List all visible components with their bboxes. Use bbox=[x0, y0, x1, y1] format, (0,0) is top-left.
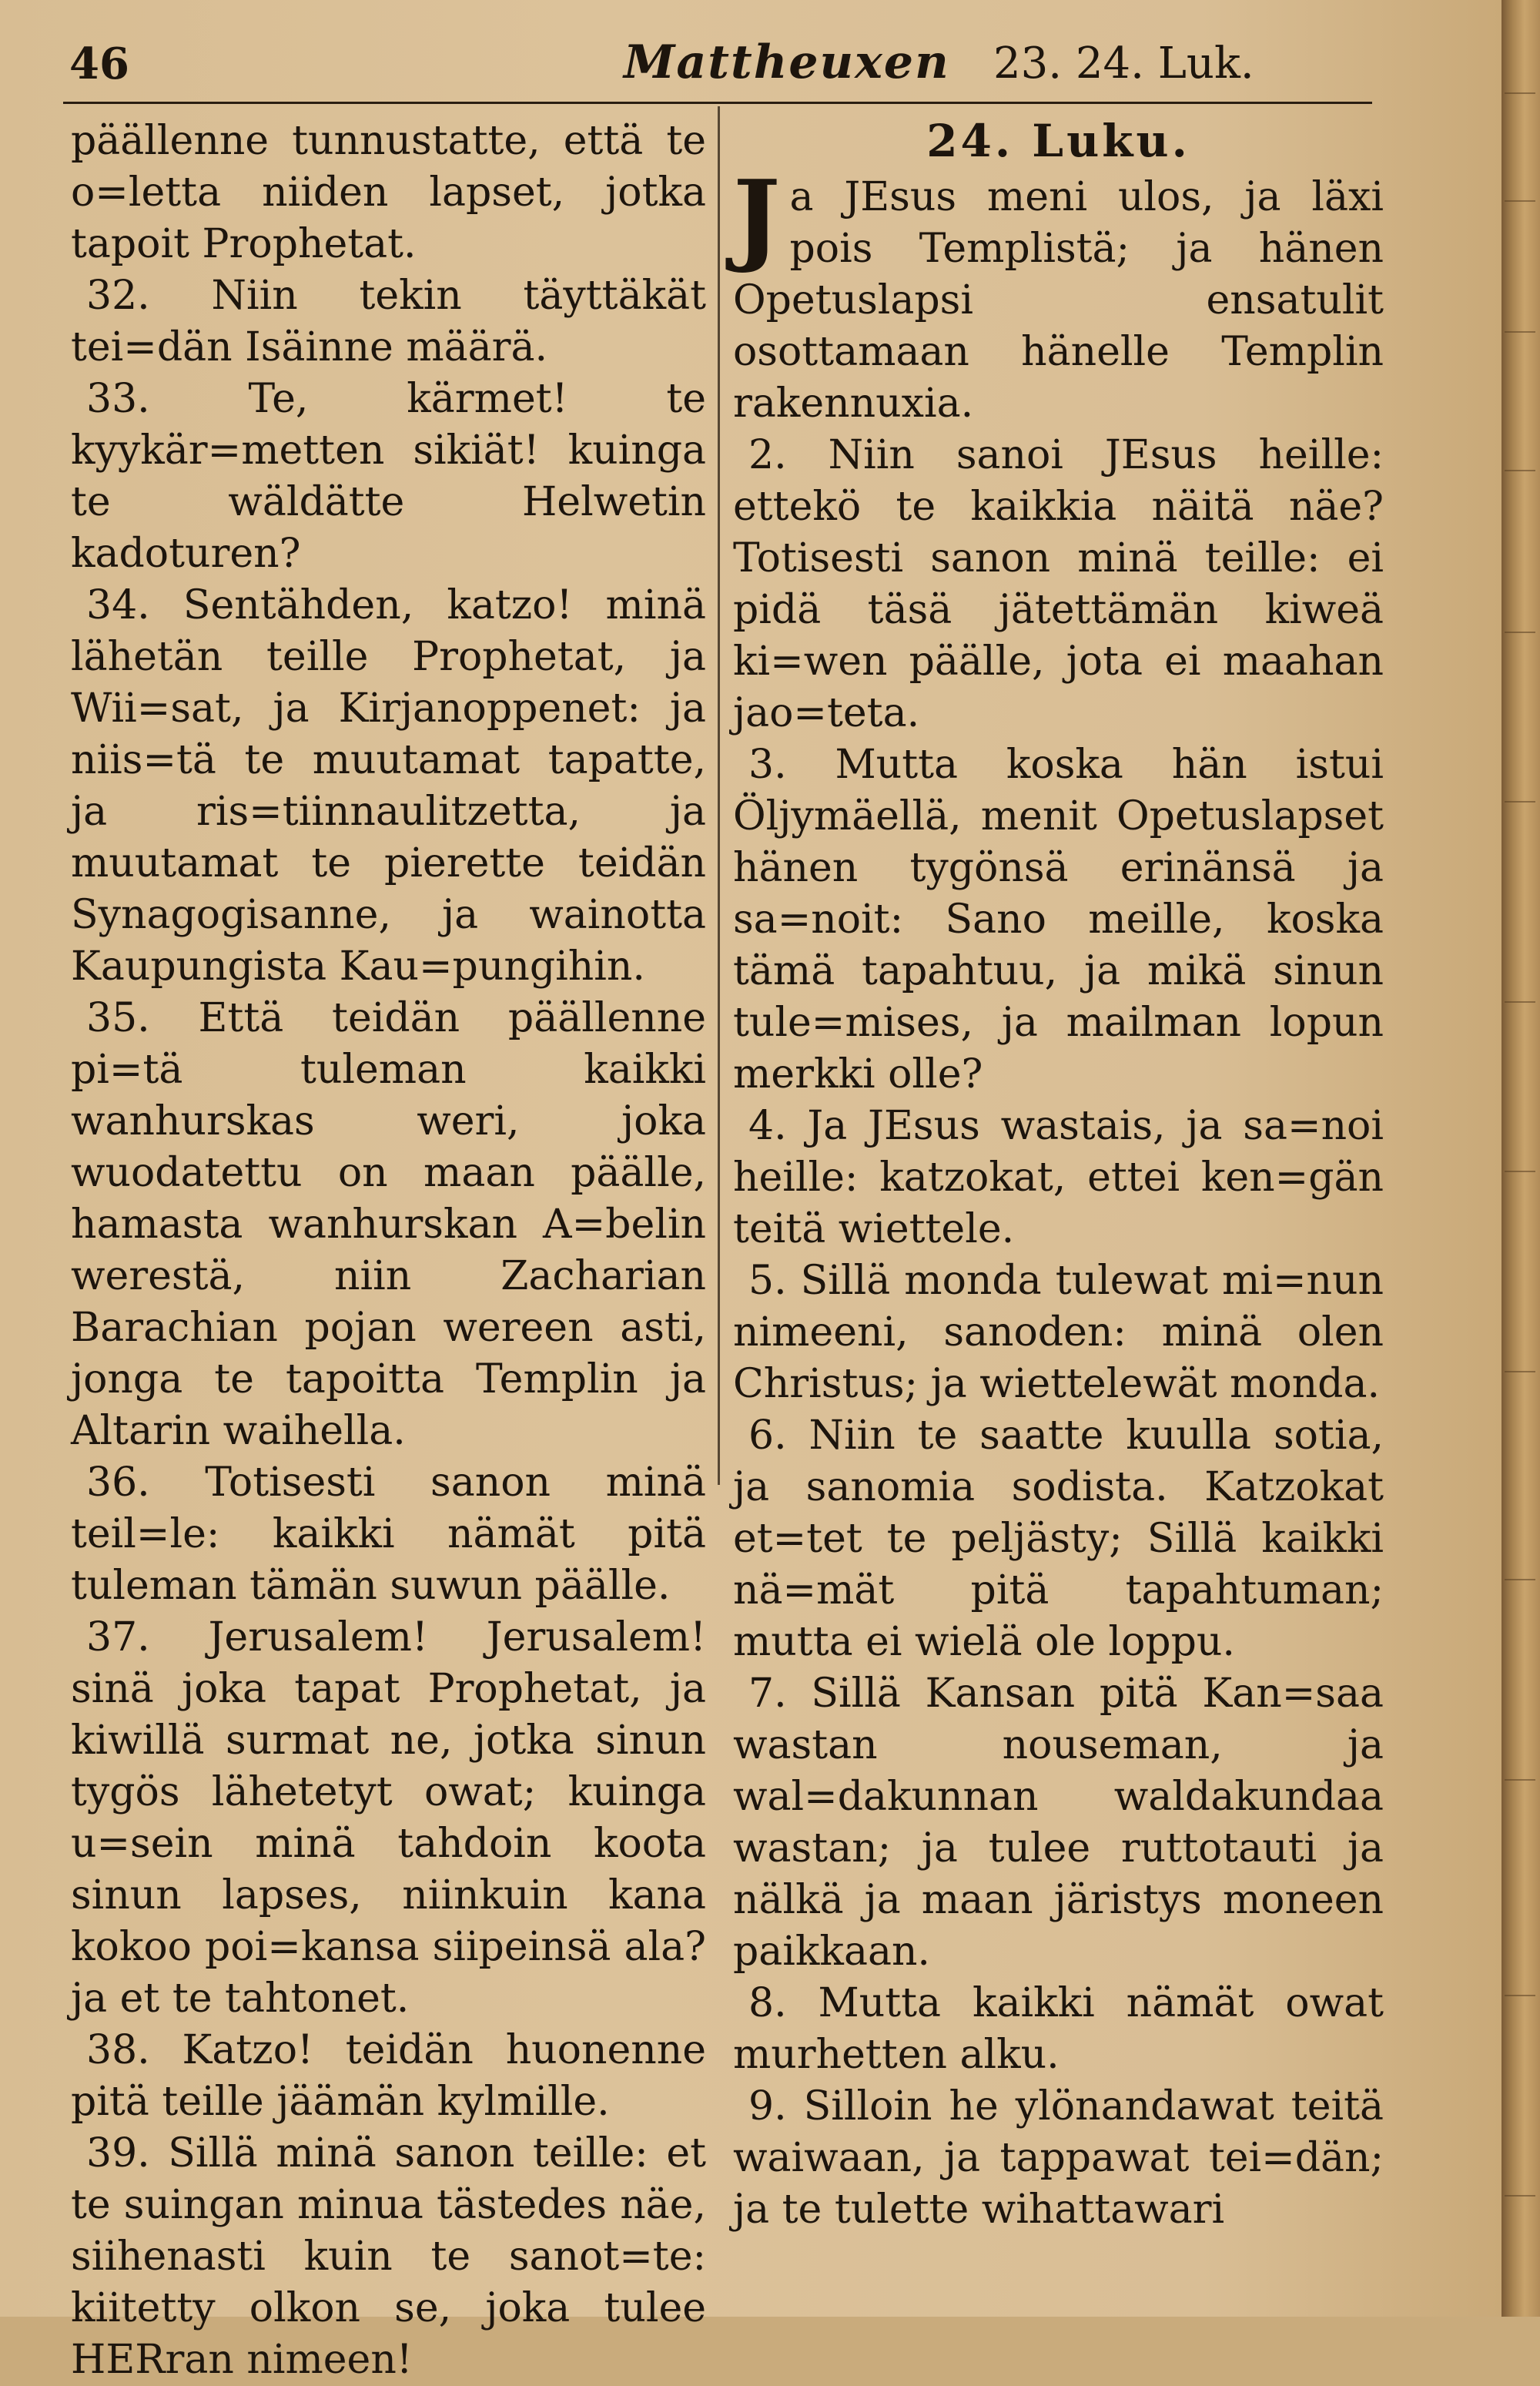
page-number: 46 bbox=[69, 39, 129, 89]
verse-32: 32. Niin tekin täyttäkät tei=dän Isäinne määrä. bbox=[71, 273, 706, 370]
header-rule bbox=[63, 102, 1372, 104]
verse-6: 6. Niin te saatte kuulla sotia, ja sanomia sodista. Katzokat et=tet te peljästy; Sillä kaikki nä=mät pitä tapahtuman; mutta ei wielä ole loppu. bbox=[733, 1412, 1384, 1665]
left-column bbox=[71, 116, 706, 2386]
chapter-heading: 24. Luku. bbox=[926, 115, 1190, 167]
verse-35: 35. Että teidän päällenne pi=tä tuleman kaikki wanhurskas weri, joka wuodatettu on maan päälle, hamasta wanhurskan A=belin werestä, niin Zacharian Barachian pojan wereen asti, jonga te tapoitta Templin ja Altarin waihella. bbox=[71, 995, 706, 1454]
verse-7: 7. Sillä Kansan pitä Kan=saa wastan nouseman, ja wal=dakunnan waldakundaa wastan; ja tulee ruttotauti ja nälkä ja maan järistys moneen paikkaan. bbox=[733, 1671, 1384, 1975]
verse-36: 36. Totisesti sanon minä teil=le: kaikki nämät pitä tuleman tämän suwun päälle. bbox=[71, 1459, 706, 1609]
verse-34: 34. Sentähden, katzo! minä lähetän teille Prophetat, ja Wii=sat, ja Kirjanoppenet: ja niis=tä te muutamat tapatte, ja ris=tiinnaulitzetta, ja muutamat te pierette teidän Synagogisanne, ja wainotta Kaupungista Kau=pungihin. bbox=[71, 582, 706, 990]
right-column bbox=[733, 116, 1384, 2236]
verse-37: 37. Jerusalem! Jerusalem! sinä joka tapat Prophetat, ja kiwillä surmat ne, jotka sinun tygös lähetetyt owat; kuinga u=sein minä tahdoin koota sinun lapses, niinkuin kana kokoo poi=kansa siipeinsä ala? ja et te tahtonet. bbox=[71, 1614, 706, 2022]
verse-38: 38. Katzo! teidän huonenne pitä teille jäämän kylmille. bbox=[71, 2027, 706, 2125]
chapter-reference: 23. 24. Luk. bbox=[993, 39, 1254, 89]
next-page-edge bbox=[1502, 0, 1540, 2317]
verse-39: 39. Sillä minä sanon teille: et te suingan minua tästedes näe, siihenasti kuin te sanot=te: kiitetty olkon se, joka tulee HERran nimeen! bbox=[71, 2130, 706, 2383]
verse-33: 33. Te, kärmet! te kyykär=metten sikiät! kuinga te wäldätte Helwetin kadoturen? bbox=[71, 376, 706, 577]
running-header bbox=[54, 35, 1386, 92]
book-title: Mattheuxen bbox=[624, 35, 950, 89]
verse-4: 4. Ja JEsus wastais, ja sa=noi heille: katzokat, ettei ken=gän teitä wiettele. bbox=[733, 1103, 1384, 1252]
verse-9: 9. Silloin he ylönandawat teitä waiwaan, ja tappawat tei=dän; ja te tulette wihattawari bbox=[733, 2083, 1384, 2233]
verse-8: 8. Mutta kaikki nämät owat murhetten alku. bbox=[733, 1980, 1384, 2078]
verse-2: 2. Niin sanoi JEsus heille: ettekö te kaikkia näitä näe? Totisesti sanon minä teille: ei pidä täsä jätettämän kiweä ki=wen päälle, jota ei maahan jao=teta. bbox=[733, 432, 1384, 736]
verse-text: päällenne tunnustatte, että te o=letta niiden lapset, jotka tapoit Prophetat. bbox=[71, 118, 706, 267]
verse-3: 3. Mutta koska hän istui Öljymäellä, menit Opetuslapset hänen tygönsä erinänsä ja sa=noit: Sano meille, koska tämä tapahtuu, ja mikä sinun tule=mises, ja mailman lopun merkki olle? bbox=[733, 742, 1384, 1097]
verse-1: Ja JEsus meni ulos, ja läxi pois Templistä; ja hänen Opetuslapsi ensatulit osottamaan hänelle Templin rakennuxia. bbox=[733, 158, 1384, 427]
verse-5: 5. Sillä monda tulewat mi=nun nimeeni, sanoden: minä olen Christus; ja wiettelewät monda. bbox=[733, 1258, 1384, 1407]
column-divider bbox=[718, 106, 720, 1485]
